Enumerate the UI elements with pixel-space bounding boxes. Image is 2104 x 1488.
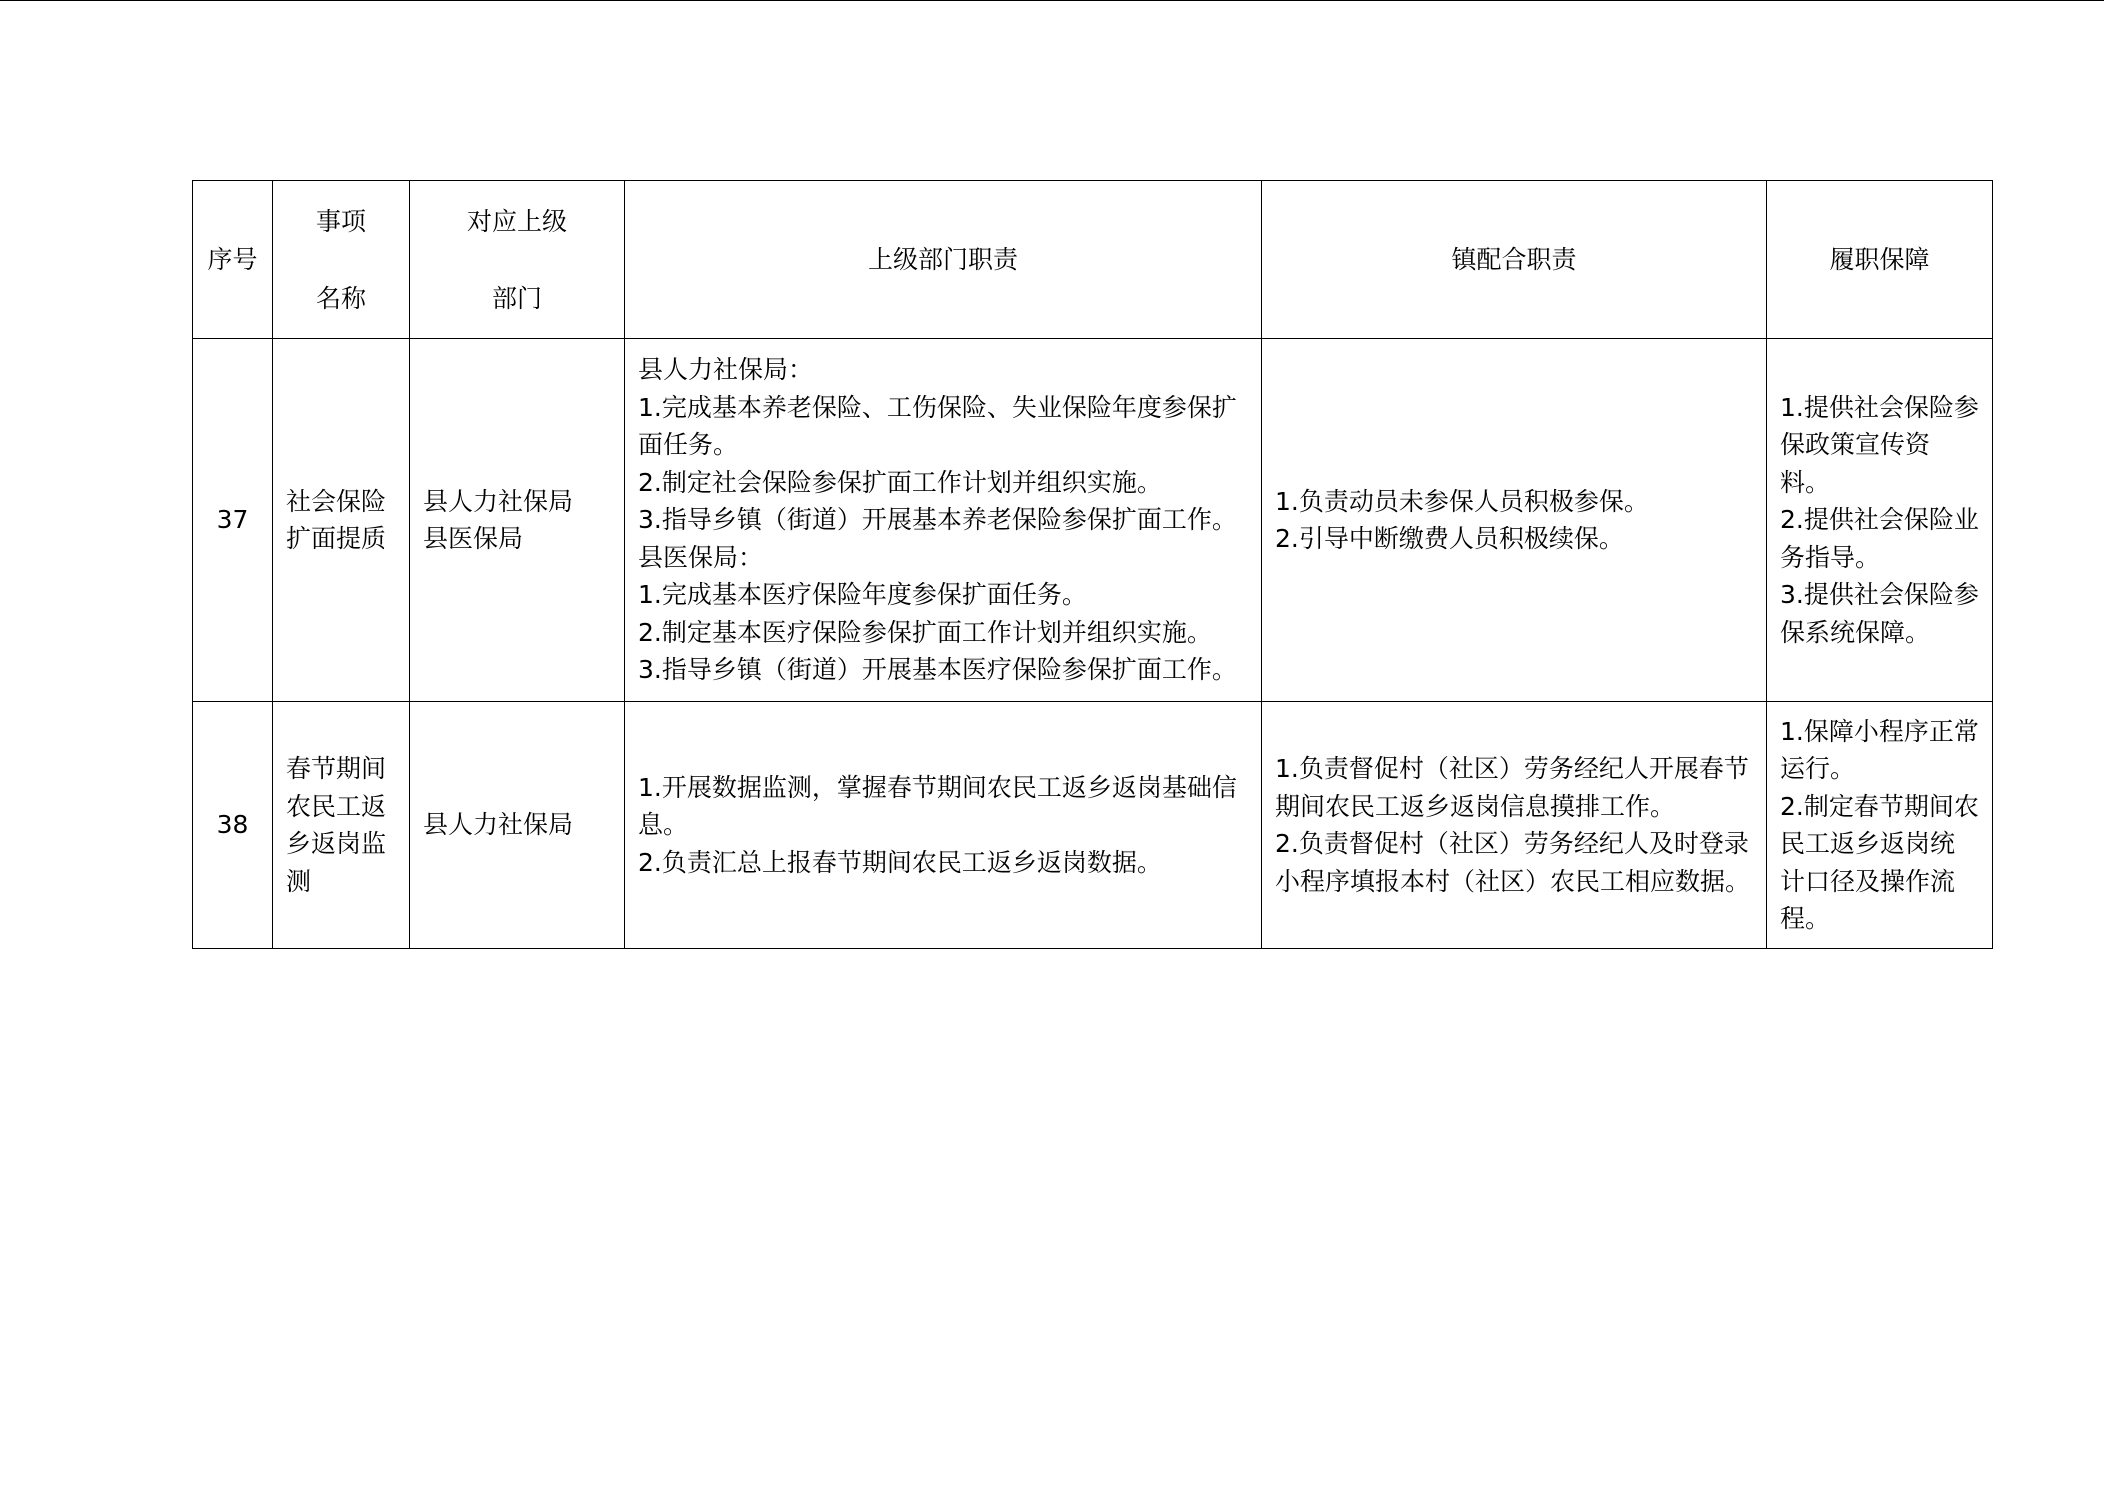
row-town-duties: 1.负责督促村（社区）劳务经纪人开展春节期间农民工返乡返岗信息摸排工作。 2.负责督促村（社区）劳务经纪人及时登录小程序填报本村（社区）农民工相应数据。 <box>1262 702 1767 949</box>
row-department: 县人力社保局 <box>410 702 625 949</box>
row-item-name: 社会保险扩面提质 <box>273 339 410 702</box>
row-guarantee: 1.提供社会保险参保政策宣传资料。 2.提供社会保险业务指导。 3.提供社会保险参保系统保障。 <box>1767 339 1993 702</box>
row-superior-duties: 县人力社保局： 1.完成基本养老保险、工伤保险、失业保险年度参保扩面任务。 2.制定社会保险参保扩面工作计划并组织实施。 3.指导乡镇（街道）开展基本养老保险参保扩面工作。 县医保局： 1.完成基本医疗保险年度参保扩面任务。 2.制定基本医疗保险参保扩面工作计划并组织实施。 3.指导乡镇（街道）开展基本医疗保险参保扩面工作。 <box>625 339 1262 702</box>
page-top-border <box>0 0 2104 1</box>
row-superior-duties: 1.开展数据监测，掌握春节期间农民工返乡返岗基础信息。 2.负责汇总上报春节期间农民工返乡返岗数据。 <box>625 702 1262 949</box>
duty-table <box>192 180 1993 949</box>
header-item-name: 事项 名称 <box>273 181 410 339</box>
row-town-duties: 1.负责动员未参保人员积极参保。 2.引导中断缴费人员积极续保。 <box>1262 339 1767 702</box>
table-row <box>193 702 1993 949</box>
header-guarantee: 履职保障 <box>1767 181 1993 339</box>
row-item-name: 春节期间农民工返乡返岗监测 <box>273 702 410 949</box>
row-seq: 38 <box>193 702 273 949</box>
header-town-duties: 镇配合职责 <box>1262 181 1767 339</box>
table-row <box>193 339 1993 702</box>
row-department: 县人力社保局 县医保局 <box>410 339 625 702</box>
row-guarantee: 1.保障小程序正常运行。 2.制定春节期间农民工返乡返岗统计口径及操作流程。 <box>1767 702 1993 949</box>
table-header-row <box>193 181 1993 339</box>
header-department: 对应上级 部门 <box>410 181 625 339</box>
row-seq: 37 <box>193 339 273 702</box>
header-seq: 序号 <box>193 181 273 339</box>
header-superior-duties: 上级部门职责 <box>625 181 1262 339</box>
